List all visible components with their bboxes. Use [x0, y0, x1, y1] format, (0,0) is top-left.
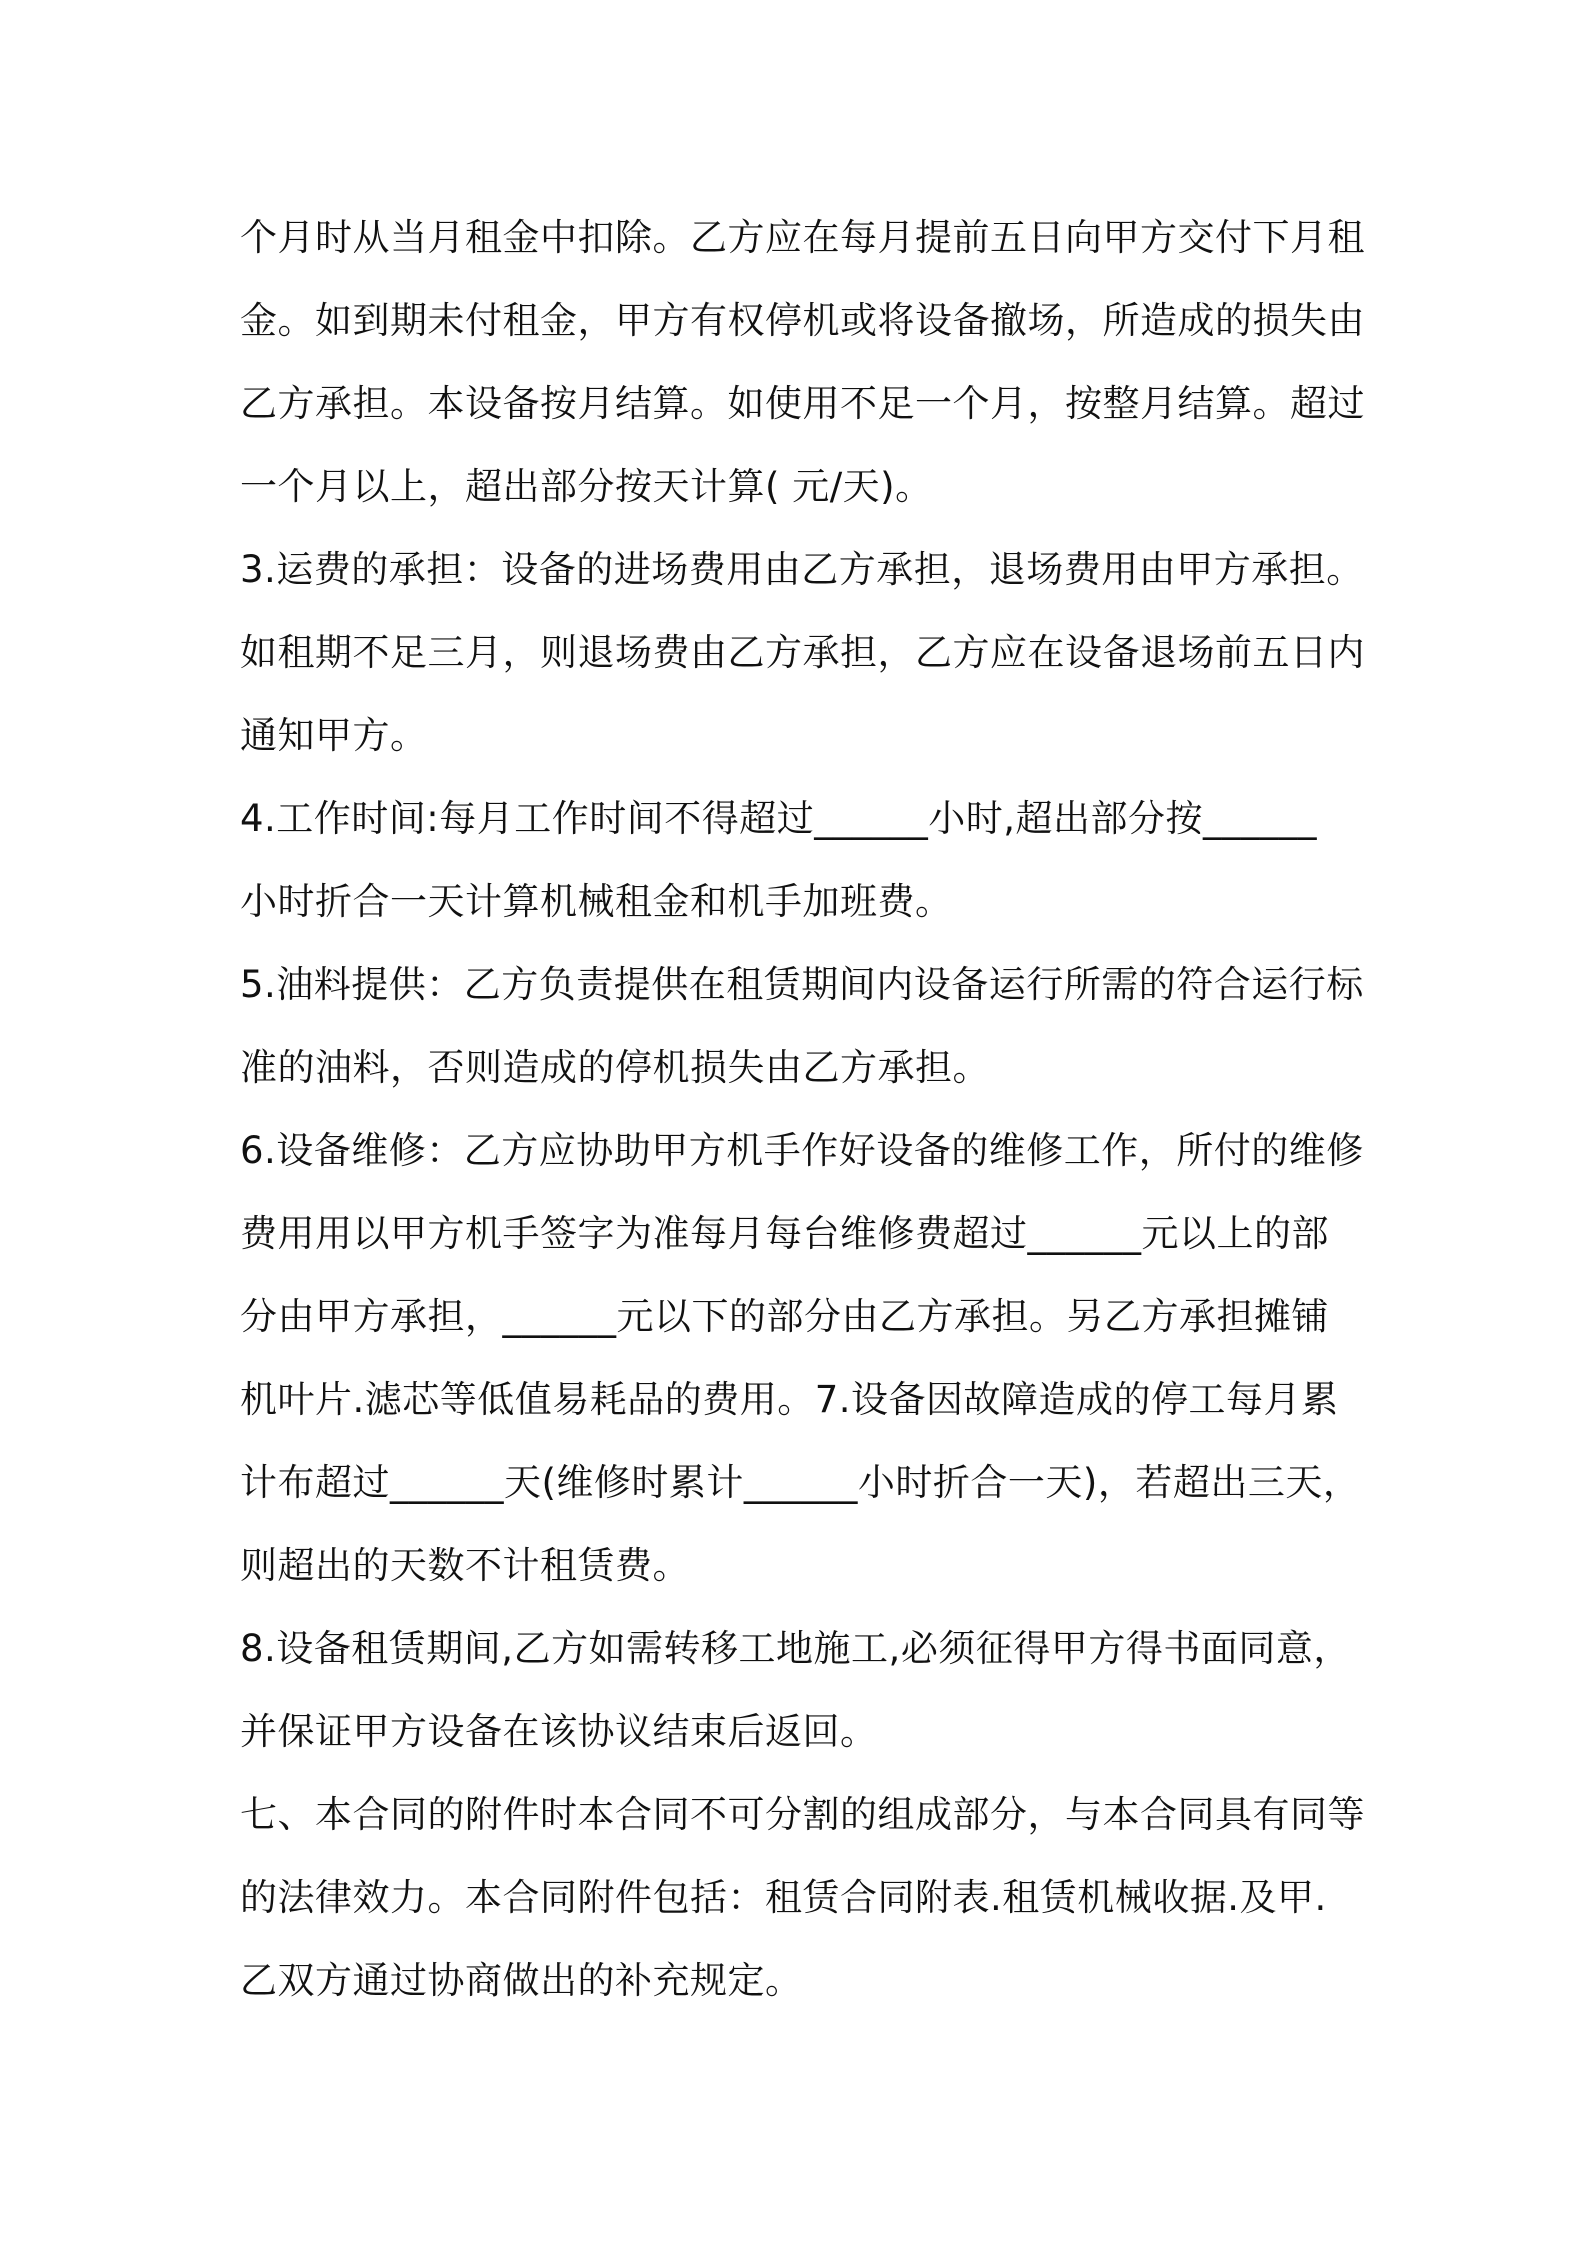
clause-4-line: 4.工作时间:每月工作时间不得超过______小时,超出部分按______: [240, 797, 1318, 840]
clause-3-line: 3.运费的承担：设备的进场费用由乙方承担，退场费用由甲方承担。: [240, 548, 1364, 591]
text-line: 机叶片.滤芯等低值易耗品的费用。7.设备因故障造成的停工每月累: [240, 1378, 1339, 1421]
clause-5-line: 5.油料提供：乙方负责提供在租赁期间内设备运行所需的符合运行标: [240, 963, 1364, 1006]
text-line: 则超出的天数不计租赁费。: [240, 1544, 690, 1587]
text-line: 的法律效力。本合同附件包括：租赁合同附表.租赁机械收据.及甲.: [240, 1876, 1327, 1919]
text-line: 计布超过______天(维修时累计______小时折合一天)，若超出三天，: [240, 1461, 1361, 1504]
clause-8-line: 8.设备租赁期间,乙方如需转移工地施工,必须征得甲方得书面同意，: [240, 1627, 1351, 1670]
text-line: 准的油料，否则造成的停机损失由乙方承担。: [240, 1046, 990, 1089]
text-line: 分由甲方承担，______元以下的部分由乙方承担。另乙方承担摊铺: [240, 1295, 1329, 1338]
text-line: 如租期不足三月，则退场费由乙方承担，乙方应在设备退场前五日内: [240, 631, 1365, 674]
text-line: 费用用以甲方机手签字为准每月每台维修费超过______元以上的部: [240, 1212, 1329, 1255]
text-line: 乙方承担。本设备按月结算。如使用不足一个月，按整月结算。超过: [240, 382, 1365, 425]
text-line: 个月时从当月租金中扣除。乙方应在每月提前五日向甲方交付下月租: [240, 216, 1365, 259]
document-body: [240, 196, 1370, 2022]
text-line: 乙双方通过协商做出的补充规定。: [240, 1959, 803, 2002]
text-line: 通知甲方。: [240, 714, 428, 757]
text-line: 一个月以上，超出部分按天计算( 元/天)。: [240, 465, 933, 508]
text-line: 小时折合一天计算机械租金和机手加班费。: [240, 880, 953, 923]
clause-6-line: 6.设备维修：乙方应协助甲方机手作好设备的维修工作，所付的维修: [240, 1129, 1364, 1172]
text-line: 并保证甲方设备在该协议结束后返回。: [240, 1710, 878, 1753]
section-7-line: 七、本合同的附件时本合同不可分割的组成部分，与本合同具有同等: [240, 1793, 1365, 1836]
text-line: 金。如到期未付租金，甲方有权停机或将设备撤场，所造成的损失由: [240, 299, 1365, 342]
